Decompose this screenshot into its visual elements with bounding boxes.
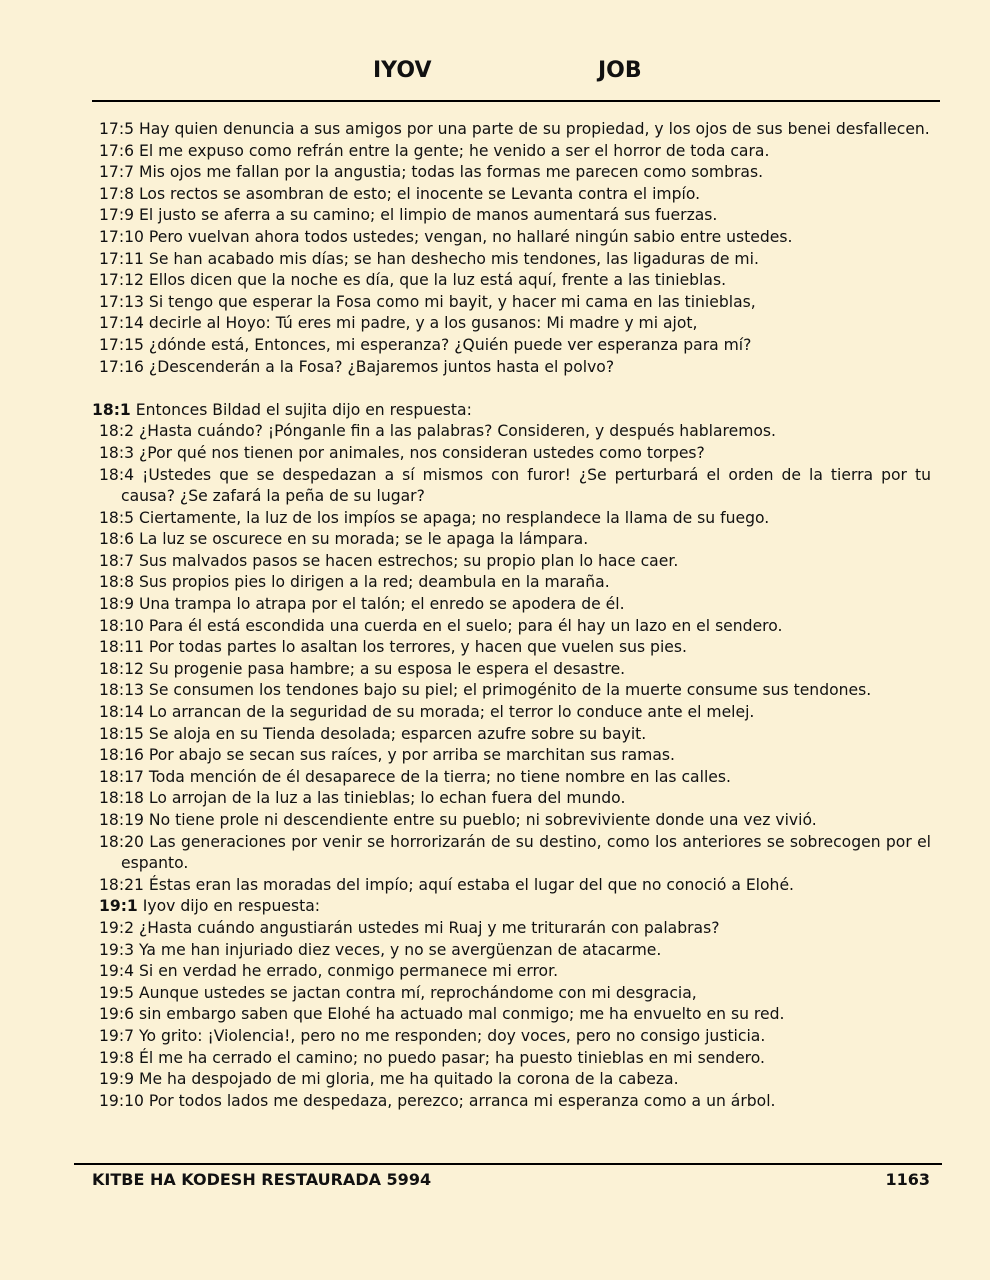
verse-text: Si tengo que esperar la Fosa como mi bayit, y hacer mi cama en las tinieblas, bbox=[148, 292, 756, 311]
verse bbox=[0, 227, 990, 249]
verse-ref: 18:4 bbox=[99, 465, 135, 484]
footer-title: KITBE HA KODESH RESTAURADA 5994 bbox=[92, 1170, 432, 1189]
verse-ref: 18:1 bbox=[92, 400, 131, 419]
verse-text: Aunque ustedes se jactan contra mí, reprochándome con mi desgracia, bbox=[139, 983, 697, 1002]
verse bbox=[0, 508, 990, 530]
header-rule bbox=[92, 100, 940, 102]
verse-ref: 19:1 bbox=[99, 897, 138, 916]
verse-text: ¡Ustedes que se despedazan a sí mismos con furor! ¿Se perturbará el orden de la tierra por tu causa? ¿Se zafará la peña de su lugar? bbox=[121, 465, 931, 506]
verse-text: Toda mención de él desaparece de la tierra; no tiene nombre en las calles. bbox=[148, 767, 731, 786]
verse bbox=[0, 119, 990, 141]
verse bbox=[0, 702, 990, 724]
verse-text: sin embargo saben que Elohé ha actuado mal conmigo; me ha envuelto en su red. bbox=[139, 1005, 785, 1024]
verse-text: Mis ojos me fallan por la angustia; todas las formas me parecen como sombras. bbox=[139, 163, 764, 182]
verse-text: Si en verdad he errado, conmigo permanece mi error. bbox=[139, 962, 559, 981]
verse bbox=[0, 659, 990, 681]
verse-ref: 19:9 bbox=[99, 1070, 135, 1089]
verse bbox=[0, 788, 990, 810]
verse bbox=[0, 875, 990, 897]
verse bbox=[0, 680, 990, 702]
verse-ref: 18:19 bbox=[99, 811, 144, 829]
verse-text: ¿Por qué nos tienen por animales, nos consideran ustedes como torpes? bbox=[139, 443, 705, 462]
verse bbox=[0, 594, 990, 616]
verse bbox=[0, 292, 990, 314]
verse bbox=[0, 1026, 990, 1048]
verse-text: Por todas partes lo asaltan los terrores, y hacen que vuelen sus pies. bbox=[148, 638, 687, 657]
verse bbox=[0, 270, 990, 292]
verse-text: Ya me han injuriado diez veces, y no se avergüenzan de atacarme. bbox=[139, 940, 662, 959]
verse bbox=[0, 1069, 990, 1091]
verse-text: Los rectos se asombran de esto; el inocente se Levanta contra el impío. bbox=[139, 184, 701, 203]
verse-ref: 17:5 bbox=[99, 120, 135, 138]
verse bbox=[0, 1091, 990, 1113]
verse-ref: 18:20 bbox=[99, 832, 144, 851]
verse bbox=[0, 983, 990, 1005]
verse-text: Éstas eran las moradas del impío; aquí estaba el lugar del que no conoció a Elohé. bbox=[148, 875, 794, 894]
verse-text: decirle al Hoyo: Tú eres mi padre, y a los gusanos: Mi madre y mi ajot, bbox=[148, 314, 698, 333]
verse-text: ¿dónde está, Entonces, mi esperanza? ¿Quién puede ver esperanza para mí? bbox=[148, 335, 752, 354]
verse-ref: 18:7 bbox=[99, 551, 135, 570]
verse-ref: 17:16 bbox=[99, 357, 144, 376]
chapter-17-verses bbox=[0, 119, 990, 378]
verse-text: Se han acabado mis días; se han deshecho mis tendones, las ligaduras de mi. bbox=[148, 249, 759, 268]
verse-ref: 18:3 bbox=[99, 443, 135, 462]
verse-text: Se consumen los tendones bajo su piel; el primogénito de la muerte consume sus tendones. bbox=[148, 681, 872, 700]
verse bbox=[0, 767, 990, 789]
verse-ref: 17:10 bbox=[99, 227, 144, 246]
verse bbox=[0, 443, 990, 465]
verse-ref: 19:6 bbox=[99, 1005, 135, 1024]
verse-text: Ciertamente, la luz de los impíos se apaga; no resplandece la llama de su fuego. bbox=[139, 508, 770, 527]
verse bbox=[0, 184, 990, 206]
footer-rule bbox=[74, 1163, 942, 1165]
verse-text: Hay quien denuncia a sus amigos por una parte de su propiedad, y los ojos de sus benei desfallecen. bbox=[139, 120, 930, 138]
verse bbox=[0, 313, 990, 335]
verse-text: Para él está escondida una cuerda en el suelo; para él hay un lazo en el sendero. bbox=[148, 616, 783, 635]
verse-text: ¿Descenderán a la Fosa? ¿Bajaremos juntos hasta el polvo? bbox=[148, 357, 615, 376]
verse-ref: 17:13 bbox=[99, 292, 144, 311]
verse-text: Por abajo se secan sus raíces, y por arriba se marchitan sus ramas. bbox=[148, 746, 675, 765]
verse bbox=[0, 551, 990, 573]
verse-text: Una trampa lo atrapa por el talón; el enredo se apodera de él. bbox=[139, 595, 625, 614]
verse-text: Sus propios pies lo dirigen a la red; deambula en la maraña. bbox=[139, 573, 610, 592]
verse-ref: 17:14 bbox=[99, 314, 144, 333]
verse-ref: 18:15 bbox=[99, 724, 144, 743]
verse-ref: 17:7 bbox=[99, 163, 135, 182]
verse-ref: 18:21 bbox=[99, 875, 144, 894]
verse bbox=[0, 961, 990, 983]
verse bbox=[0, 724, 990, 746]
verse-ref: 19:4 bbox=[99, 962, 135, 981]
verse-19-1 bbox=[0, 896, 990, 918]
verse bbox=[0, 529, 990, 551]
verse-text: Él me ha cerrado el camino; no puedo pasar; ha puesto tinieblas en mi sendero. bbox=[139, 1048, 765, 1067]
header-book-hebrew: IYOV bbox=[373, 58, 432, 83]
verse bbox=[0, 357, 990, 379]
verse-text: Me ha despojado de mi gloria, me ha quitado la corona de la cabeza. bbox=[139, 1070, 679, 1089]
verse bbox=[0, 940, 990, 962]
verse-text: Las generaciones por venir se horrorizarán de su destino, como los anteriores se sobrecogen por el espanto. bbox=[121, 832, 931, 873]
verse-ref: 19:2 bbox=[99, 918, 135, 937]
verse bbox=[0, 810, 990, 832]
verse bbox=[0, 249, 990, 271]
verse-ref: 17:12 bbox=[99, 271, 144, 290]
verse-ref: 18:2 bbox=[99, 422, 135, 441]
page-number: 1163 bbox=[885, 1170, 930, 1189]
verse-text: Pero vuelvan ahora todos ustedes; vengan, no hallaré ningún sabio entre ustedes. bbox=[148, 227, 793, 246]
verse-text: Ellos dicen que la noche es día, que la luz está aquí, frente a las tinieblas. bbox=[148, 271, 727, 290]
verse bbox=[0, 572, 990, 594]
verse-text: No tiene prole ni descendiente entre su pueblo; ni sobreviviente donde una vez vivió. bbox=[148, 811, 817, 829]
verse bbox=[0, 637, 990, 659]
verse-ref: 18:14 bbox=[99, 703, 144, 722]
verse-ref: 17:15 bbox=[99, 335, 144, 354]
verse bbox=[0, 205, 990, 227]
verse bbox=[0, 1004, 990, 1026]
verse-ref: 19:5 bbox=[99, 983, 135, 1002]
verse-ref: 18:18 bbox=[99, 789, 144, 808]
verse-ref: 17:8 bbox=[99, 184, 135, 203]
verse bbox=[0, 616, 990, 638]
verse-18-1 bbox=[0, 400, 990, 422]
verse-text: Por todos lados me despedaza, perezco; arranca mi esperanza como a un árbol. bbox=[148, 1091, 776, 1110]
verse-text: Sus malvados pasos se hacen estrechos; su propio plan lo hace caer. bbox=[139, 551, 679, 570]
scripture-text bbox=[0, 119, 990, 1112]
verse-ref: 19:8 bbox=[99, 1048, 135, 1067]
chapter-18-verses bbox=[0, 421, 990, 896]
verse-ref: 19:3 bbox=[99, 940, 135, 959]
verse bbox=[0, 1048, 990, 1070]
page-footer bbox=[92, 1170, 930, 1189]
verse bbox=[0, 832, 990, 875]
verse-ref: 19:10 bbox=[99, 1091, 144, 1110]
verse-ref: 18:16 bbox=[99, 746, 144, 765]
verse-text: La luz se oscurece en su morada; se le apaga la lámpara. bbox=[139, 530, 589, 549]
verse-ref: 18:11 bbox=[99, 638, 144, 657]
verse bbox=[0, 421, 990, 443]
verse-ref: 17:6 bbox=[99, 141, 135, 160]
verse-ref: 18:5 bbox=[99, 508, 135, 527]
verse-text: El me expuso como refrán entre la gente; he venido a ser el horror de toda cara. bbox=[139, 141, 770, 160]
verse-text: Iyov dijo en respuesta: bbox=[142, 897, 321, 916]
header-book-english: JOB bbox=[598, 58, 642, 83]
page-header bbox=[0, 58, 990, 92]
verse-ref: 17:9 bbox=[99, 206, 135, 225]
verse bbox=[0, 335, 990, 357]
verse-ref: 19:7 bbox=[99, 1026, 135, 1045]
verse-ref: 18:8 bbox=[99, 573, 135, 592]
verse bbox=[0, 745, 990, 767]
verse-ref: 18:17 bbox=[99, 767, 144, 786]
verse-text: Entonces Bildad el sujita dijo en respuesta: bbox=[135, 400, 472, 419]
verse-text: El justo se aferra a su camino; el limpio de manos aumentará sus fuerzas. bbox=[139, 206, 718, 225]
verse-text: Lo arrojan de la luz a las tinieblas; lo echan fuera del mundo. bbox=[148, 789, 626, 808]
verse-ref: 18:10 bbox=[99, 616, 144, 635]
verse-text: Yo grito: ¡Violencia!, pero no me responden; doy voces, pero no consigo justicia. bbox=[139, 1026, 766, 1045]
verse-ref: 18:9 bbox=[99, 595, 135, 614]
verse bbox=[0, 141, 990, 163]
verse-text: Su progenie pasa hambre; a su esposa le espera el desastre. bbox=[148, 659, 626, 678]
verse-ref: 18:6 bbox=[99, 530, 135, 549]
verse-ref: 17:11 bbox=[99, 249, 144, 268]
verse bbox=[0, 465, 990, 508]
verse-ref: 18:12 bbox=[99, 659, 144, 678]
verse-text: Se aloja en su Tienda desolada; esparcen azufre sobre su bayit. bbox=[148, 724, 647, 743]
verse-text: Lo arrancan de la seguridad de su morada; el terror lo conduce ante el melej. bbox=[148, 703, 755, 722]
verse-text: ¿Hasta cuándo angustiarán ustedes mi Ruaj y me triturarán con palabras? bbox=[139, 918, 720, 937]
verse-ref: 18:13 bbox=[99, 681, 144, 700]
verse bbox=[0, 918, 990, 940]
verse bbox=[0, 162, 990, 184]
paragraph-gap bbox=[0, 378, 990, 400]
chapter-19-verses bbox=[0, 918, 990, 1112]
verse-text: ¿Hasta cuándo? ¡Pónganle fin a las palabras? Consideren, y después hablaremos. bbox=[139, 422, 777, 441]
